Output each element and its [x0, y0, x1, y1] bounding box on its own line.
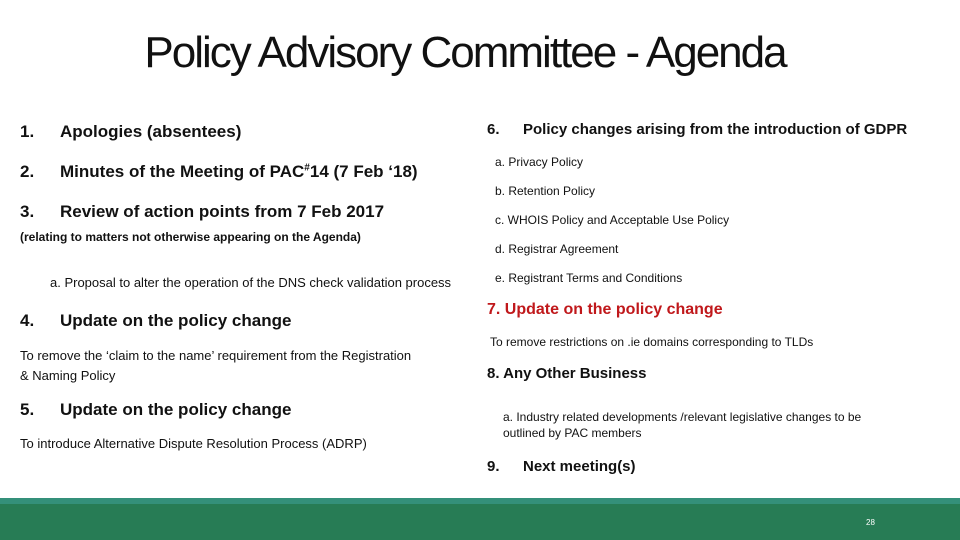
agenda-item-6 — [487, 121, 907, 138]
item-number: 4. — [20, 311, 35, 330]
item-number: 3. — [20, 202, 35, 221]
item-text-rest: 14 (7 Feb ‘18) — [309, 162, 418, 181]
item-3-note: (relating to matters not otherwise appearing on the Agenda) — [20, 230, 361, 244]
item-8-desc-2: outlined by PAC members — [503, 426, 642, 440]
agenda-item-4 — [20, 311, 291, 331]
item-text: Review of action points from 7 Feb 2017 — [60, 202, 385, 221]
item-6-sub-c: c. WHOIS Policy and Acceptable Use Policy — [495, 213, 730, 227]
agenda-item-7: 7. Update on the policy change — [487, 301, 723, 318]
item-number: 5. — [20, 400, 35, 419]
item-number: 2. — [20, 162, 35, 181]
item-8-desc-1: a. Industry related developments /relevant legislative changes to be — [503, 410, 862, 424]
item-text: Policy changes arising from the introduction of GDPR — [523, 121, 908, 138]
page-number: 28 — [866, 518, 875, 527]
item-6-sub-a: a. Privacy Policy — [495, 155, 584, 169]
item-text: Update on the policy change — [60, 311, 292, 330]
item-number: 1. — [20, 122, 35, 141]
agenda-item-2 — [20, 162, 418, 182]
item-sup: # — [304, 162, 310, 174]
item-6-sub-b: b. Retention Policy — [495, 184, 596, 198]
footer-band — [0, 504, 960, 540]
item-text: Apologies (absentees) — [60, 122, 242, 141]
agenda-item-8: 8. Any Other Business — [487, 365, 647, 382]
item-4-desc-2: & Naming Policy — [20, 368, 116, 383]
item-text: Update on the policy change — [60, 400, 292, 419]
item-6-sub-d: d. Registrar Agreement — [495, 242, 619, 256]
item-7-desc: To remove restrictions on .ie domains corresponding to TLDs — [490, 335, 814, 349]
agenda-item-5 — [20, 400, 291, 420]
item-text: Minutes of the Meeting of PAC — [60, 162, 305, 181]
item-6-sub-e: e. Registrant Terms and Conditions — [495, 271, 683, 285]
agenda-item-3 — [20, 202, 384, 222]
item-3-sub: a. Proposal to alter the operation of the DNS check validation process — [50, 275, 452, 290]
item-4-desc-1: To remove the ‘claim to the name’ requirement from the Registration — [20, 348, 412, 363]
agenda-item-9 — [487, 458, 636, 475]
item-number: 9. — [487, 458, 500, 475]
item-5-desc: To introduce Alternative Dispute Resolution Process (ADRP) — [20, 436, 367, 451]
item-text: Next meeting(s) — [523, 458, 636, 475]
agenda-item-1 — [20, 122, 241, 142]
slide-title: Policy Advisory Committee - Agenda — [144, 28, 786, 77]
item-number: 6. — [487, 121, 500, 138]
